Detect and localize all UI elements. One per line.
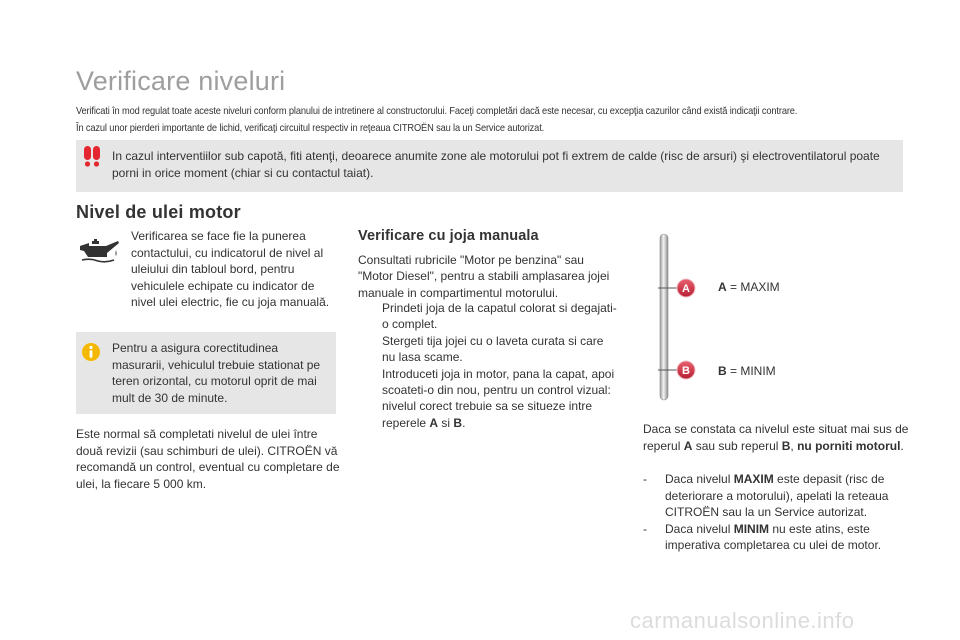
manual-check-intro: Consultati rubricile "Motor pe benzina" sau "Motor Diesel", pentru a stabili amplasarea jojei manuale in compartimentul motorului.	[358, 253, 610, 300]
oil-check-description: Verificarea se face fie la punerea contactului, cu indicatorul de nivel al uleiului din tabloul bord, pentru vehiculele echipate cu indicator de nivel ulei electric, fie cu joja manuală.	[131, 229, 330, 310]
result-list	[643, 471, 911, 554]
intro-line-2: În cazul unor pierderi importante de lichid, verificaţi circuitul respectiv in reţeaua CITROËN sau la un Service autorizat.	[76, 123, 545, 134]
oil-completion-note: Este normal să completati nivelul de ulei între două revizii (sau schimburi de ulei). CITROËN vă recomandă un control, eventual cu completare de ulei, la fiecare 5 000 km.	[76, 427, 340, 491]
badge-a	[677, 279, 695, 297]
result-text: Daca se constata ca nivelul este situat mai sus de reperul A sau sub reperul B, nu porniti motorul.	[643, 422, 909, 453]
label-max: A = MAXIM	[718, 280, 780, 294]
warning-exclamation-icon	[81, 145, 103, 167]
mark-a: A	[429, 415, 439, 430]
info-text: Pentru a asigura corectitudinea masurarii, vehiculul trebuie stationat pe teren orizontal, cu motorul oprit de mai mult de 30 de minute.	[112, 341, 321, 405]
section-heading-oil: Nivel de ulei motor	[76, 202, 241, 222]
list-item	[358, 333, 620, 366]
step-text: Stergeti tija jojei cu o laveta curata si care nu lasa scame.	[382, 333, 604, 365]
mark-b: B	[453, 415, 463, 430]
warning-text: In cazul interventiilor sub capotă, fiti atenţi, deoarece anumite zone ale motorului pot fi extrem de calde (risc de arsuri) şi electroventilatorul poate porni in orice moment (chiar si cu contactul taiat).	[112, 149, 880, 180]
info-icon	[81, 342, 101, 362]
page-title: Verificare niveluri	[76, 66, 286, 96]
list-item: - Daca nivelul MAXIM este depasit (risc de deteriorare a motorului), apelati la reteaua CITROËN sau la un Service autorizat.	[643, 472, 889, 520]
list-item: - Daca nivelul MINIM nu este atins, este imperativa completarea cu ulei de motor.	[643, 521, 882, 553]
dipstick-illustration	[648, 232, 700, 404]
step-text: Prindeti joja de la capatul colorat si degajati-o complet.	[382, 301, 617, 332]
step-text-end: .	[462, 415, 466, 430]
list-item	[358, 366, 620, 432]
watermark: carmanualsonline.info	[630, 608, 855, 633]
step-text: Introduceti joja in motor, pana la capat, apoi scoateti-o din nou, pentru un control vizual: nivelul corect trebuie sa se situeze intre reperele	[382, 366, 615, 430]
step-text-and: si	[438, 415, 454, 430]
svg-text:A: A	[682, 283, 690, 295]
subheading-manual-check: Verificare cu joja manuala	[358, 228, 539, 244]
manual-check-steps	[358, 300, 620, 431]
intro-line-1: Verificati în mod regulat toate aceste niveluri conform planului de intretinere al constructorului. Faceţi completări dacă este necesar, cu excepţia cazurilor când există indicaţii contrare.	[76, 106, 798, 117]
label-min: B = MINIM	[718, 364, 776, 378]
svg-text:B: B	[682, 365, 690, 377]
list-item	[358, 300, 620, 333]
badge-b	[677, 361, 695, 379]
oil-can-icon	[76, 236, 120, 264]
